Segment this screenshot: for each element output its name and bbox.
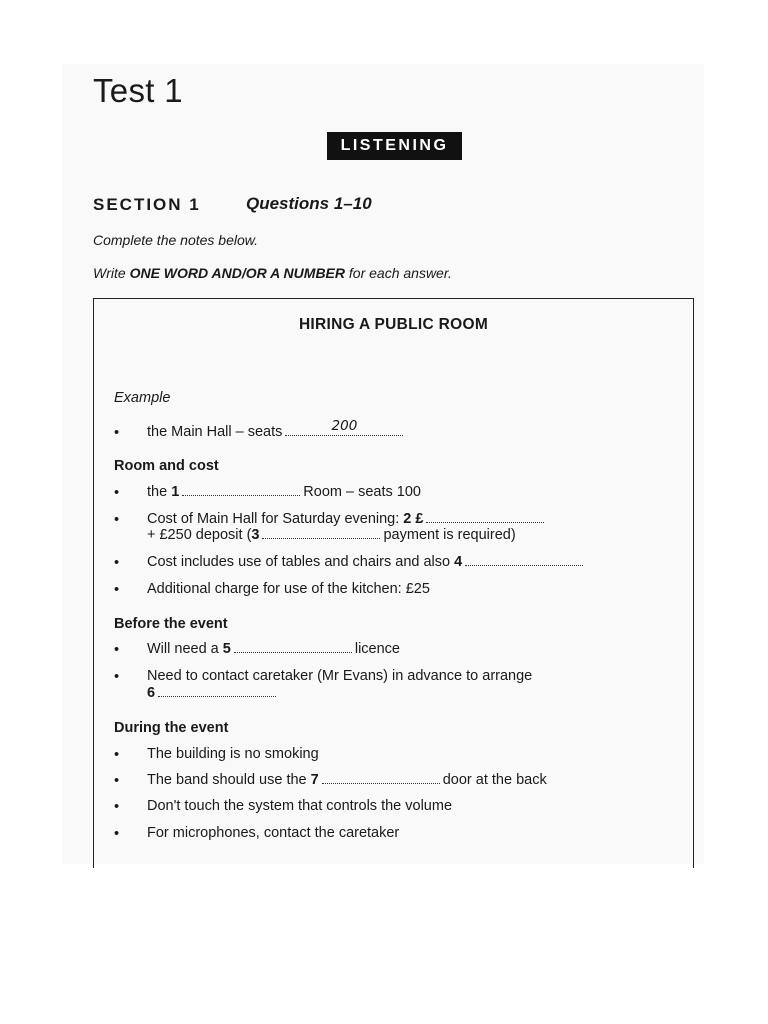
bullet-icon: •	[114, 642, 120, 658]
instruction-word-limit-bold: ONE WORD AND/OR A NUMBER	[129, 265, 345, 281]
question-6-answer-line	[147, 685, 279, 701]
bullet-icon: •	[114, 512, 120, 528]
questions-range: Questions 1–10	[246, 194, 372, 213]
volume-line: Don't touch the system that controls the volume	[147, 798, 453, 814]
q3-pre: + £250 deposit (	[147, 527, 252, 543]
example-text: the Main Hall – seats	[147, 424, 283, 440]
question-3-line	[147, 527, 516, 543]
microphone-line: For microphones, contact the caretaker	[147, 825, 400, 841]
bullet-icon: •	[114, 425, 120, 441]
q1-number: 1	[171, 484, 180, 500]
section-label: SECTION 1	[93, 195, 201, 214]
example-answer: 200	[331, 418, 358, 434]
question-1-line	[147, 484, 421, 500]
q3-post: payment is required)	[383, 527, 516, 543]
instruction-word-limit-post: for each answer.	[345, 265, 452, 281]
q5-answer-blank[interactable]	[234, 651, 352, 653]
question-5-line	[147, 641, 400, 657]
bullet-icon: •	[114, 485, 120, 501]
question-6-line: Need to contact caretaker (Mr Evans) in advance to arrange	[147, 668, 533, 684]
q7-post: door at the back	[442, 772, 547, 788]
question-4-line	[147, 554, 586, 570]
instruction-complete-notes: Complete the notes below.	[93, 232, 258, 248]
q2-number: 2	[403, 511, 412, 527]
q5-pre: Will need a	[147, 641, 219, 657]
listening-badge: LISTENING	[327, 132, 462, 160]
test-title: Test 1	[93, 72, 183, 109]
bullet-icon: •	[114, 669, 120, 685]
q4-number: 4	[454, 554, 463, 570]
q2-pre: Cost of Main Hall for Saturday evening:	[147, 511, 400, 527]
q7-pre: The band should use the	[147, 772, 307, 788]
q3-answer-blank[interactable]	[262, 537, 380, 539]
q1-answer-blank[interactable]	[182, 494, 300, 496]
q5-number: 5	[222, 641, 231, 657]
instruction-word-limit	[93, 265, 452, 281]
kitchen-charge-line: Additional charge for use of the kitchen: £25	[147, 581, 430, 597]
q2-answer-blank[interactable]	[426, 521, 544, 523]
q3-number: 3	[251, 527, 260, 543]
q6-number: 6	[147, 685, 156, 701]
bullet-icon: •	[114, 582, 120, 598]
bullet-icon: •	[114, 826, 120, 842]
question-7-line	[147, 772, 547, 788]
bullet-icon: •	[114, 555, 120, 571]
q4-pre: Cost includes use of tables and chairs and also	[147, 554, 451, 570]
example-label: Example	[114, 390, 171, 406]
q4-answer-blank[interactable]	[465, 564, 583, 566]
q1-post: Room – seats 100	[303, 484, 421, 500]
during-event-heading: During the event	[114, 720, 229, 736]
room-cost-heading: Room and cost	[114, 458, 219, 474]
q7-answer-blank[interactable]	[322, 782, 440, 784]
before-event-heading: Before the event	[114, 616, 228, 632]
question-2-line	[147, 511, 547, 527]
notes-box	[93, 298, 694, 868]
instruction-word-limit-pre: Write	[93, 265, 130, 281]
section-header	[93, 194, 372, 215]
q1-pre: the	[147, 484, 168, 500]
q5-post: licence	[354, 641, 400, 657]
q2-currency: £	[415, 511, 424, 527]
bullet-icon: •	[114, 773, 120, 789]
q6-answer-blank[interactable]	[158, 695, 276, 697]
q7-number: 7	[310, 772, 319, 788]
example-answer-blank	[285, 418, 403, 436]
bullet-icon: •	[114, 799, 120, 815]
no-smoking-line: The building is no smoking	[147, 746, 319, 762]
example-line	[147, 418, 406, 440]
notes-title: HIRING A PUBLIC ROOM	[298, 316, 489, 333]
bullet-icon: •	[114, 747, 120, 763]
